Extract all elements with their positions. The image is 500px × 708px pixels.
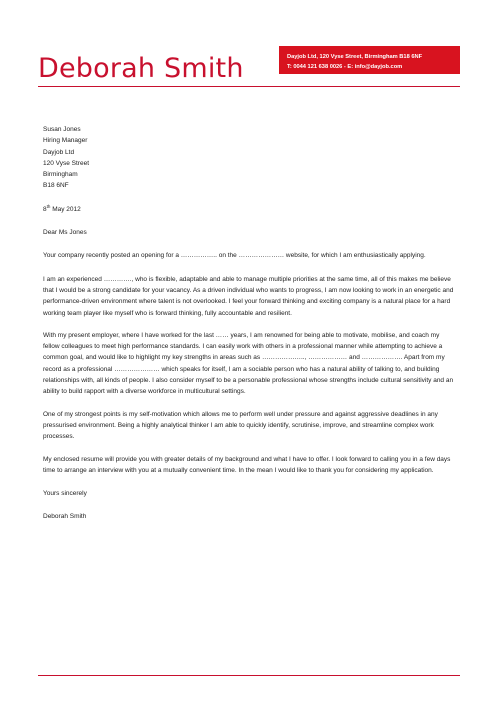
- footer-divider: [38, 675, 460, 676]
- date-day: 8: [43, 205, 47, 213]
- date-month-year: May 2012: [52, 205, 81, 213]
- paragraph-intro: Your company recently posted an opening for a …………….. on the ………………… website, for which I am enthusiastically applying.: [43, 252, 426, 260]
- recipient-street: 120 Vyse Street: [43, 159, 90, 167]
- recipient-postcode: B18 6NF: [43, 182, 69, 190]
- paragraph-closing: My enclosed resume will provide you with greater details of my background and what I have to offer. I look forward to calling you in a few days time to arrange an interview with you at a mutually convenient time. In the mean I would like to thank you for considering my application.: [43, 455, 451, 474]
- recipient-address: [43, 124, 455, 192]
- letter-date: [43, 204, 455, 215]
- paragraph-strengths: One of my strongest points is my self-motivation which allows me to perform well under pressure and against aggressive deadlines in any pressurised environment. Being a highly analytical thinker I am able to quickly identify, scrutinise, improve, and streamline complex work processes.: [43, 410, 438, 441]
- contact-address-line: Dayjob Ltd, 120 Vyse Street, Birmingham B18 6NF: [287, 54, 423, 60]
- recipient-company: Dayjob Ltd: [43, 148, 75, 156]
- recipient-name: Susan Jones: [43, 126, 81, 133]
- recipient-title: Hiring Manager: [43, 137, 88, 145]
- paragraph-experience: I am an experienced …………., who is flexible, adaptable and able to manage multiple priorities at the same time, all of this makes me believe that I would be a strong candidate for your vacancy. As a driven individual who wants to progress, I am now looking to work in an energetic and performance-driven environment where talent is not overlooked. I feel your forward thinking and exciting company is a natural place for a hard working team player like myself who is forward thinking, fully accountable and resilient.: [43, 275, 454, 317]
- letter-body: [43, 124, 455, 523]
- salutation: Dear Ms Jones: [43, 229, 87, 237]
- paragraph-employer: With my present employer, where I have worked for the last …… years, I am renowned for being able to motivate, mobilise, and coach my fellow colleagues to meet high performance standards. I can easily work with others in a professional manner while attempting to achieve a common goal, and would like to highlight my key strengths in areas such as ……………….., ……………… and ………………. Apart from my record as a professional ………………… which speaks for itself, I am a sociable person who has a natural ability of talking to, and building relationships with, all kinds of people. I also consider myself to be a personable professional whose strengths include cultural sensitivity and an ability to build rapport with a diverse workforce in multicultural settings.: [43, 331, 454, 396]
- applicant-name: Deborah Smith: [38, 53, 244, 84]
- closing: Yours sincerely: [43, 490, 87, 498]
- signature-name: Deborah Smith: [43, 513, 87, 521]
- contact-phone-email-line: T: 0044 121 638 0026 - E: info@dayjob.com: [287, 64, 403, 70]
- date-suffix: th: [46, 203, 51, 209]
- recipient-city: Birmingham: [43, 171, 78, 179]
- header-divider: [38, 86, 460, 87]
- contact-box: [279, 46, 460, 74]
